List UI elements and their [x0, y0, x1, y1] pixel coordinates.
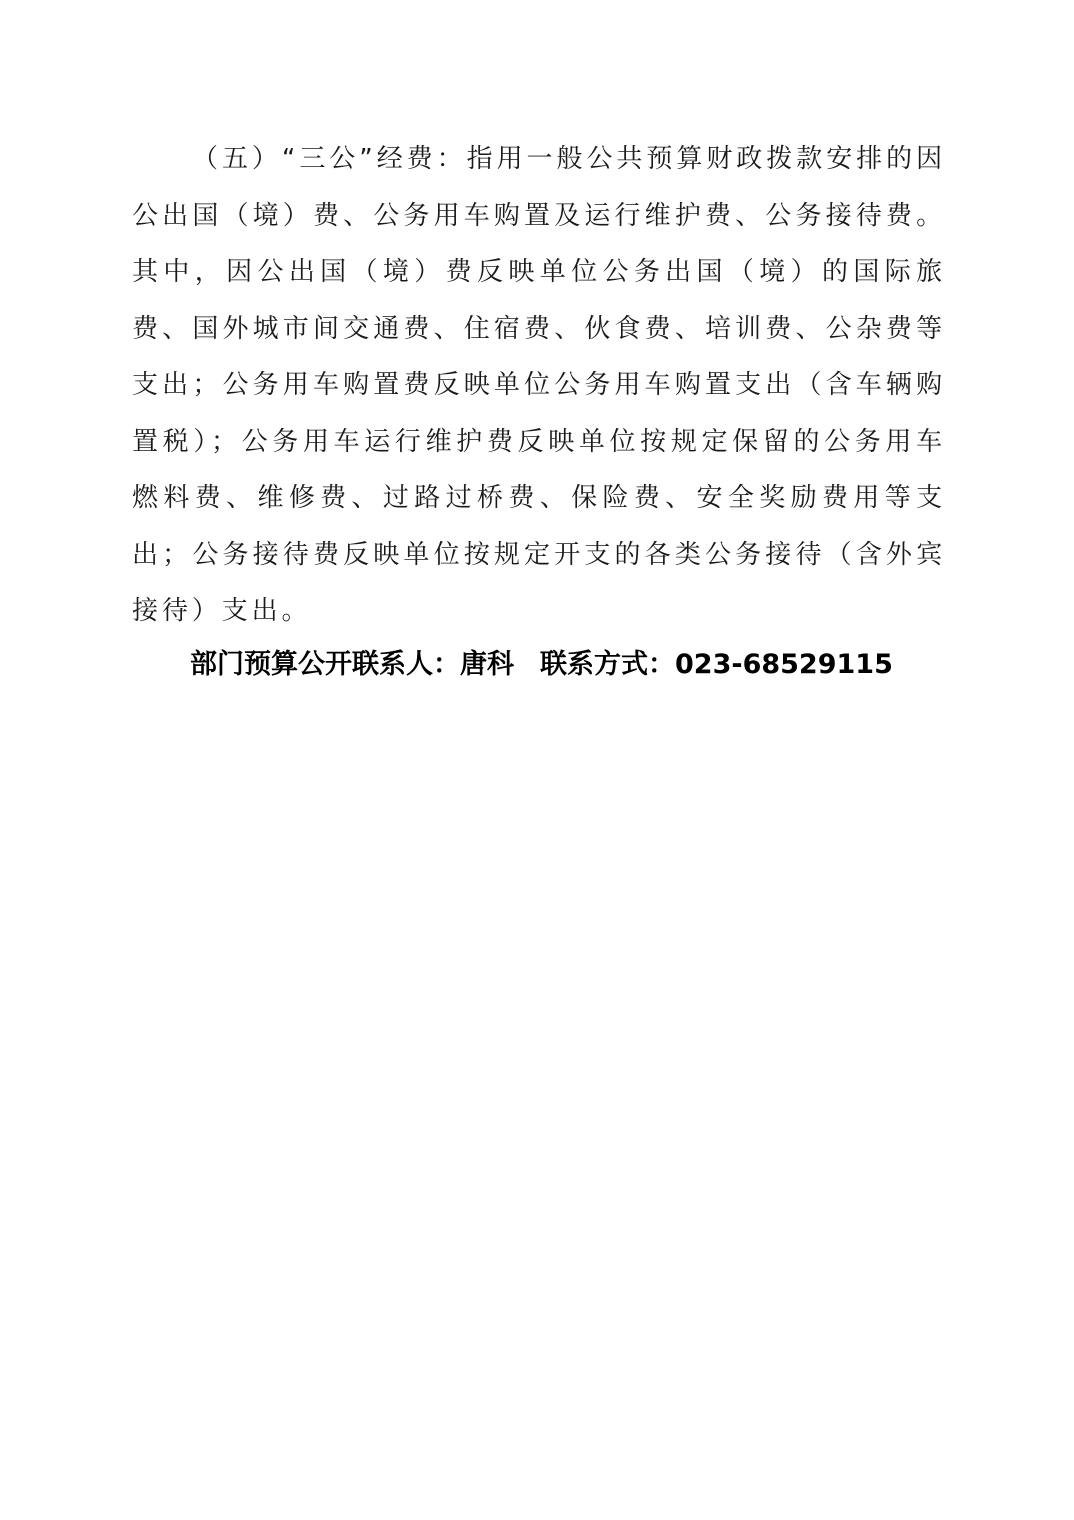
- contact-method-label: 联系方式：: [540, 649, 675, 680]
- contact-line: [190, 643, 950, 687]
- contact-person-label: 部门预算公开联系人：: [190, 649, 460, 680]
- contact-phone: 023-68529115: [675, 649, 893, 680]
- three-public-expenses-paragraph: （五）“三公”经费：指用一般公共预算财政拨款安排的因公出国（境）费、公务用车购置及运行维护费、公务接待费。其中，因公出国（境）费反映单位公务出国（境）的国际旅费、国外城市间交通费、住宿费、伙食费、培训费、公杂费等支出；公务用车购置费反映单位公务用车购置支出（含车辆购置税）；公务用车运行维护费反映单位按规定保留的公务用车燃料费、维修费、过路过桥费、保险费、安全奖励费用等支出；公务接待费反映单位按规定开支的各类公务接待（含外宾接待）支出。: [132, 144, 946, 626]
- contact-person-name: 唐科: [460, 649, 514, 680]
